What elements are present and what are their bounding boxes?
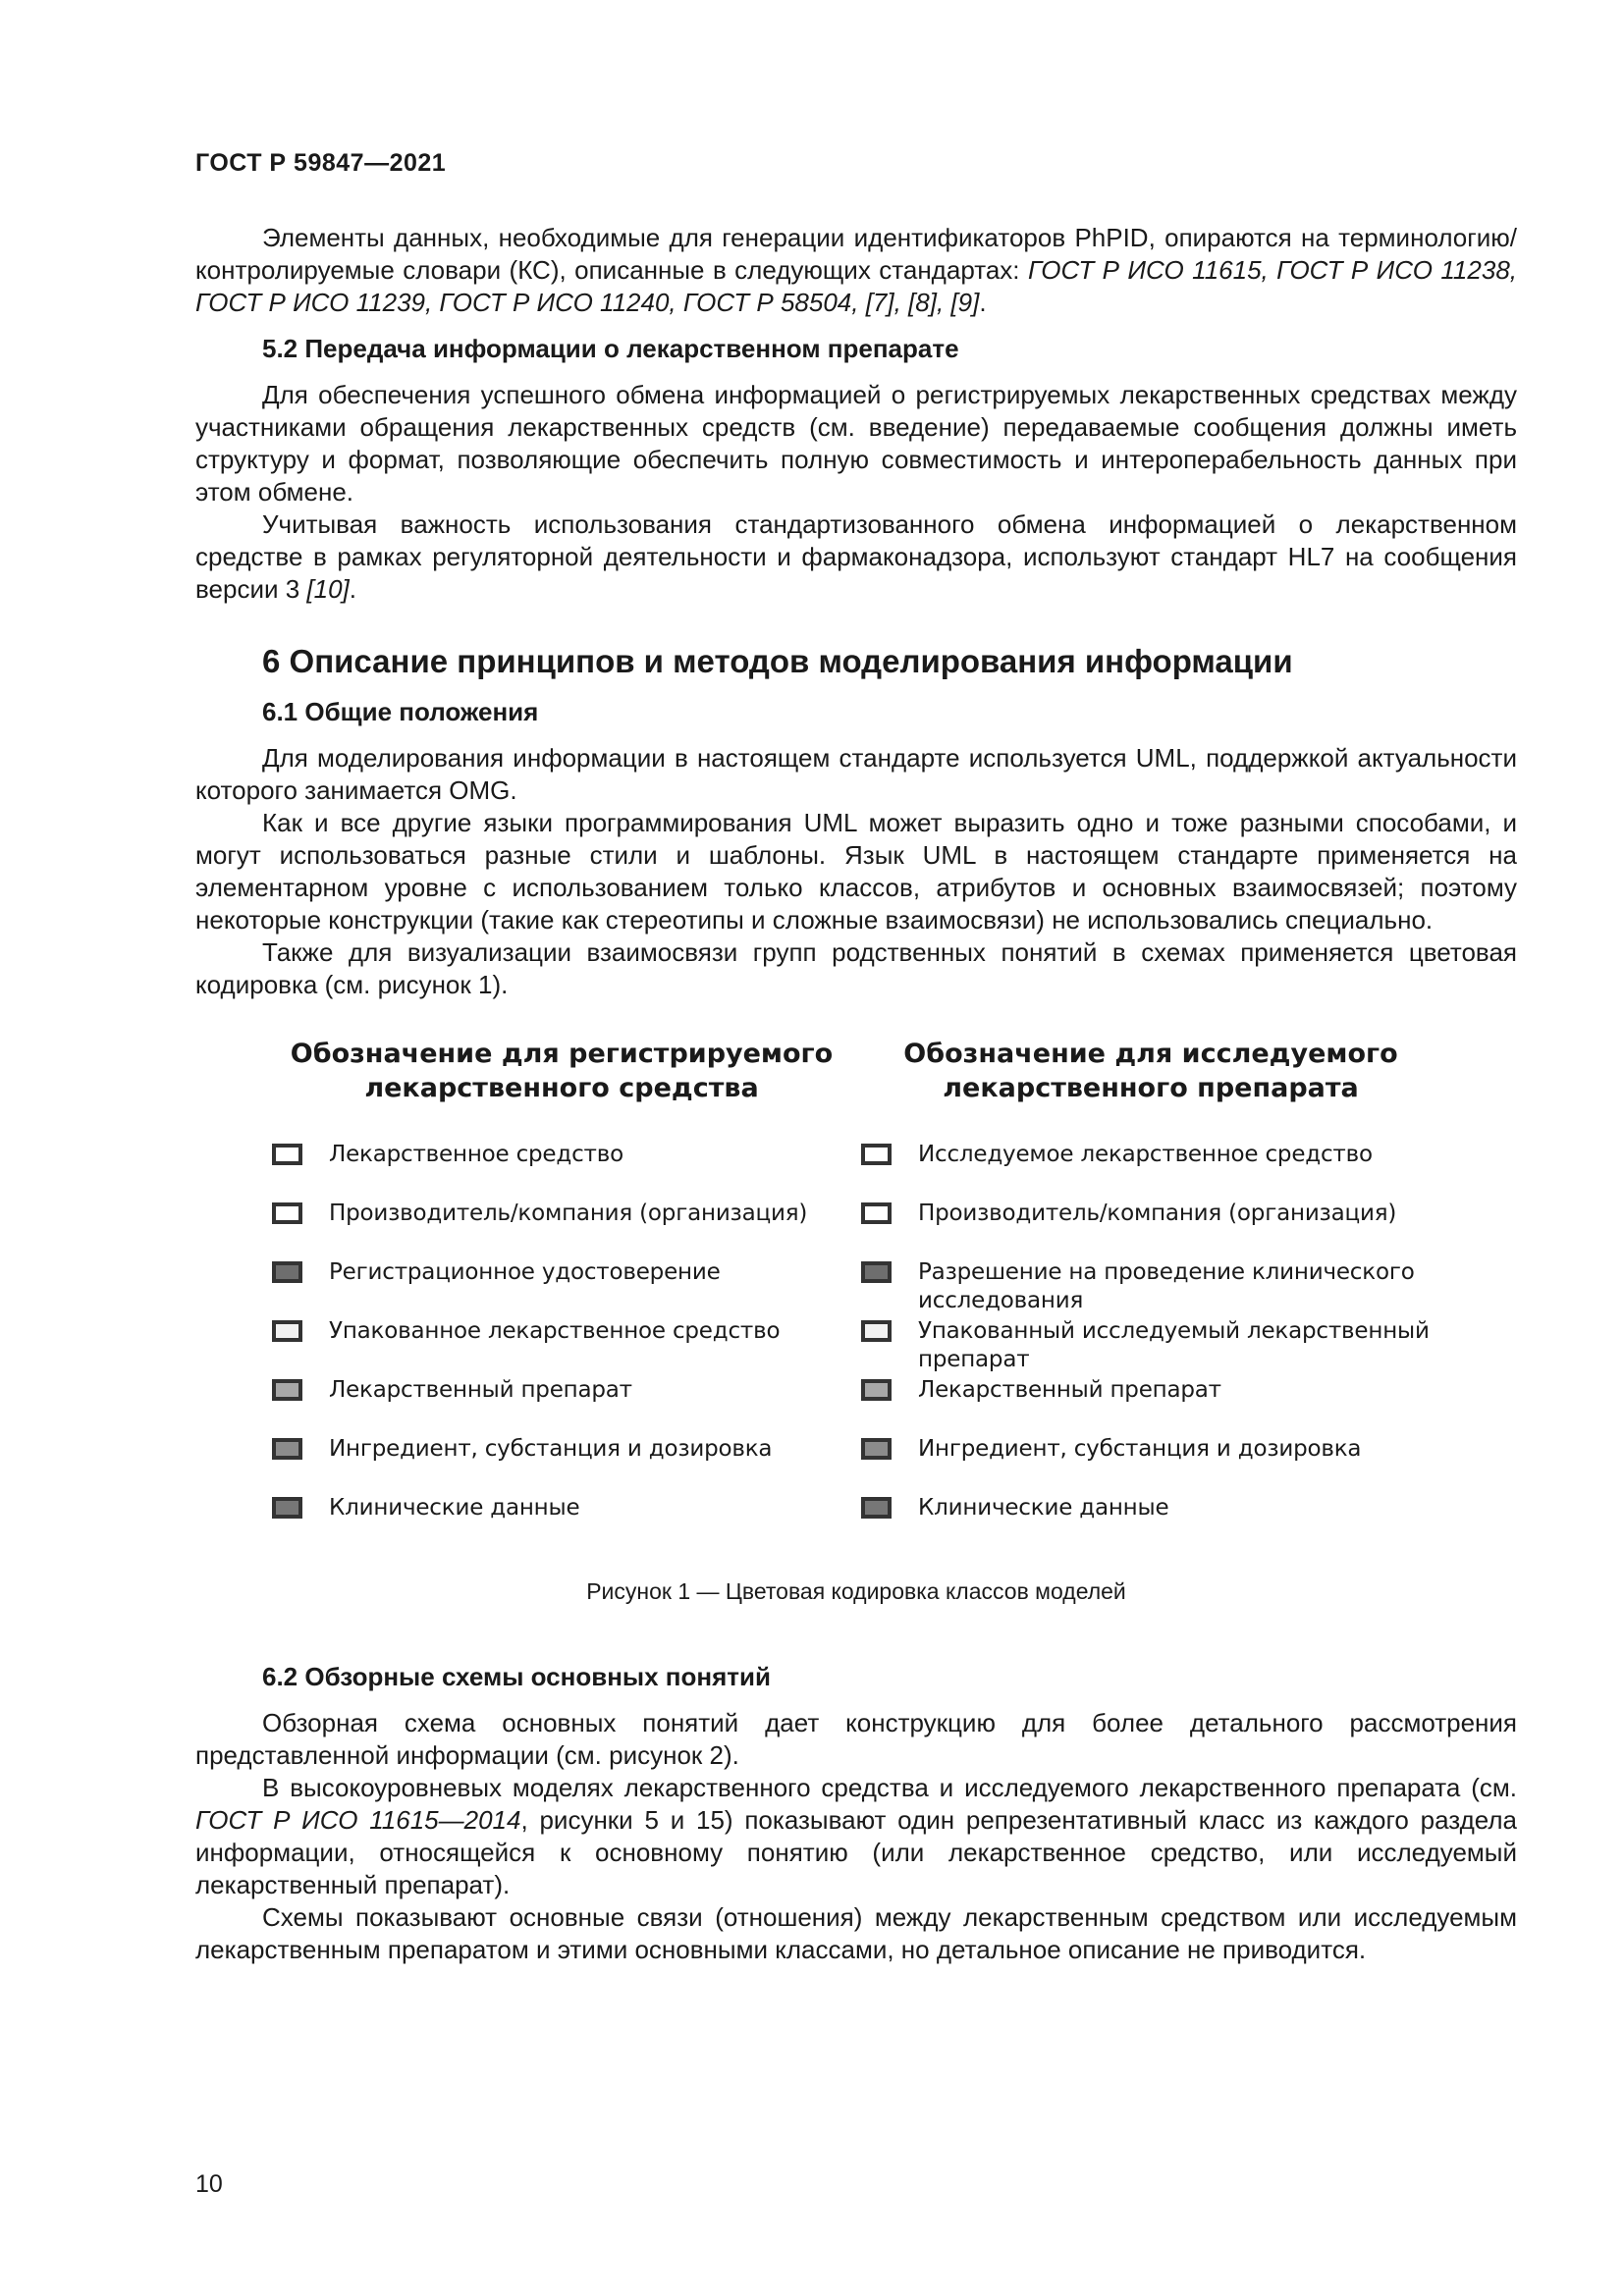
legend-item — [861, 1494, 1440, 1553]
legend-column-investigational — [861, 1037, 1440, 1553]
legend-item-label: Ингредиент, субстанция и дозировка — [329, 1436, 773, 1462]
section-6-1-paragraph-3: Также для визуализации взаимосвязи групп родственных понятий в схемах применяется цветовая кодировка (см. рисунок 1). — [195, 937, 1517, 999]
legend-item — [272, 1376, 851, 1435]
legend-item — [861, 1258, 1440, 1317]
legend-item — [861, 1435, 1440, 1494]
intro-text: Элементы данных, необходимые для генерации идентификаторов PhPID, опираются на терминологию/контролируемые словари (КС), описанные в следующих стандартах: — [195, 223, 1517, 285]
legend-item — [272, 1141, 851, 1200]
legend-item — [272, 1200, 851, 1258]
color-swatch-icon — [272, 1438, 302, 1460]
legend-item — [861, 1317, 1440, 1376]
legend-item-label: Лекарственный препарат — [918, 1377, 1221, 1403]
legend-list-investigational — [861, 1141, 1440, 1553]
legend-item-label: Регистрационное удостоверение — [329, 1259, 721, 1285]
intro-paragraph — [195, 222, 1517, 319]
legend-title-registered-line-1: Обозначение для регистрируемого — [290, 1039, 834, 1069]
color-swatch-icon — [272, 1261, 302, 1283]
section-6-2-p2-text-b: , рисунки 5 и 15) показывают один репрезентативный класс из каждого раздела информации, относящейся к основному понятию (или лекарственное средство, или исследуемый лекарственный препарат). — [195, 1805, 1517, 1899]
legend-title-investigational-line-1: Обозначение для исследуемого — [903, 1039, 1398, 1069]
section-6-1-heading: 6.1 Общие положения — [262, 697, 539, 726]
section-5-2-p2-reference: [10] — [306, 574, 350, 604]
color-swatch-icon — [861, 1438, 892, 1460]
intro-end: . — [979, 288, 987, 317]
section-5-2-p2-text: Учитывая важность использования стандартизованного обмена информацией о лекарственном средстве в рамках регуляторной деятельности и фармаконадзора, используют стандарт HL7 на сообщения версии 3 — [195, 509, 1517, 604]
legend-item-label: Клинические данные — [329, 1495, 580, 1521]
color-swatch-icon — [861, 1144, 892, 1165]
legend-item — [272, 1317, 851, 1376]
legend-list-registered — [272, 1141, 851, 1553]
legend-title-registered — [272, 1037, 851, 1105]
legend-item-label: Производитель/компания (организация) — [329, 1201, 808, 1226]
legend-item-label: Клинические данные — [918, 1495, 1169, 1521]
legend-title-investigational-line-2: лекарственного препарата — [943, 1073, 1359, 1103]
section-6-heading: 6 Описание принципов и методов моделирования информации — [262, 643, 1293, 679]
legend-item-label: Упакованный исследуемый лекарственный препарат — [918, 1318, 1430, 1372]
section-6-2-paragraph-1: Обзорная схема основных понятий дает конструкцию для более детального рассмотрения представленной информации (см. рисунок 2). — [195, 1708, 1517, 1770]
legend-item-label: Разрешение на проведение клинического исследования — [918, 1259, 1415, 1313]
intro-references: ГОСТ Р ИСО 11615, ГОСТ Р ИСО 11238, ГОСТ Р ИСО 11239, ГОСТ Р ИСО 11240, ГОСТ Р 58504, [7], [8], [9] — [195, 255, 1517, 317]
legend-item-label: Упакованное лекарственное средство — [329, 1318, 781, 1344]
page-body — [195, 222, 1517, 1966]
color-swatch-icon — [272, 1202, 302, 1224]
legend-item-label: Лекарственное средство — [329, 1142, 623, 1167]
figure-1-caption: Рисунок 1 — Цветовая кодировка классов моделей — [586, 1578, 1126, 1604]
color-swatch-icon — [861, 1320, 892, 1342]
legend-item — [272, 1435, 851, 1494]
section-5-2-paragraph-1: Для обеспечения успешного обмена информацией о регистрируемых лекарственных средствах между участниками обращения лекарственных средств (см. введение) передаваемые сообщения должны иметь структуру и формат, позволяющие обеспечить полную совместимость и интероперабельность данных при этом обмене. — [195, 380, 1517, 507]
legend-title-registered-line-2: лекарственного средства — [364, 1073, 759, 1103]
legend-item-label: Лекарственный препарат — [329, 1377, 632, 1403]
legend-item — [861, 1376, 1440, 1435]
legend-title-investigational — [861, 1037, 1440, 1105]
figure-1-legend — [272, 1037, 1440, 1553]
section-6-2-p2-text-a: В высокоуровневых моделях лекарственного средства и исследуемого лекарственного препарата (см. — [262, 1773, 1517, 1802]
section-6-2-heading: 6.2 Обзорные схемы основных понятий — [262, 1662, 771, 1691]
section-6-1-paragraph-1: Для моделирования информации в настоящем стандарте используется UML, поддержкой актуальности которого занимается OMG. — [195, 743, 1517, 805]
legend-item — [272, 1258, 851, 1317]
legend-item-label: Производитель/компания (организация) — [918, 1201, 1397, 1226]
color-swatch-icon — [861, 1202, 892, 1224]
legend-item-label: Ингредиент, субстанция и дозировка — [918, 1436, 1362, 1462]
color-swatch-icon — [861, 1261, 892, 1283]
document-header: ГОСТ Р 59847—2021 — [195, 149, 447, 177]
legend-item-label: Исследуемое лекарственное средство — [918, 1142, 1373, 1167]
legend-column-registered — [272, 1037, 851, 1553]
section-6-2-paragraph-2 — [195, 1772, 1517, 1901]
section-5-2-p2-end: . — [349, 574, 357, 604]
section-6-2-p2-reference: ГОСТ Р ИСО 11615—2014 — [195, 1805, 521, 1835]
section-6-2-paragraph-3: Схемы показывают основные связи (отношения) между лекарственным средством или исследуемым лекарственным препаратом и этими основными классами, но детальное описание не приводится. — [195, 1902, 1517, 1964]
color-swatch-icon — [861, 1497, 892, 1519]
color-swatch-icon — [272, 1320, 302, 1342]
color-swatch-icon — [272, 1144, 302, 1165]
legend-item — [861, 1200, 1440, 1258]
legend-item — [272, 1494, 851, 1553]
color-swatch-icon — [272, 1379, 302, 1401]
section-5-2-paragraph-2 — [195, 508, 1517, 606]
page-number: 10 — [195, 2170, 223, 2198]
color-swatch-icon — [272, 1497, 302, 1519]
section-6-1-paragraph-2: Как и все другие языки программирования UML может выразить одно и тоже разными способами, и могут использоваться разные стили и шаблоны. Язык UML в настоящем стандарте применяется на элементарном уровне с использованием только классов, атрибутов и основных взаимосвязей; поэтому некоторые конструкции (такие как стереотипы и сложные взаимосвязи) не использовались специально. — [195, 808, 1517, 934]
color-swatch-icon — [861, 1379, 892, 1401]
section-5-2-heading: 5.2 Передача информации о лекарственном препарате — [262, 334, 959, 363]
legend-item — [861, 1141, 1440, 1200]
